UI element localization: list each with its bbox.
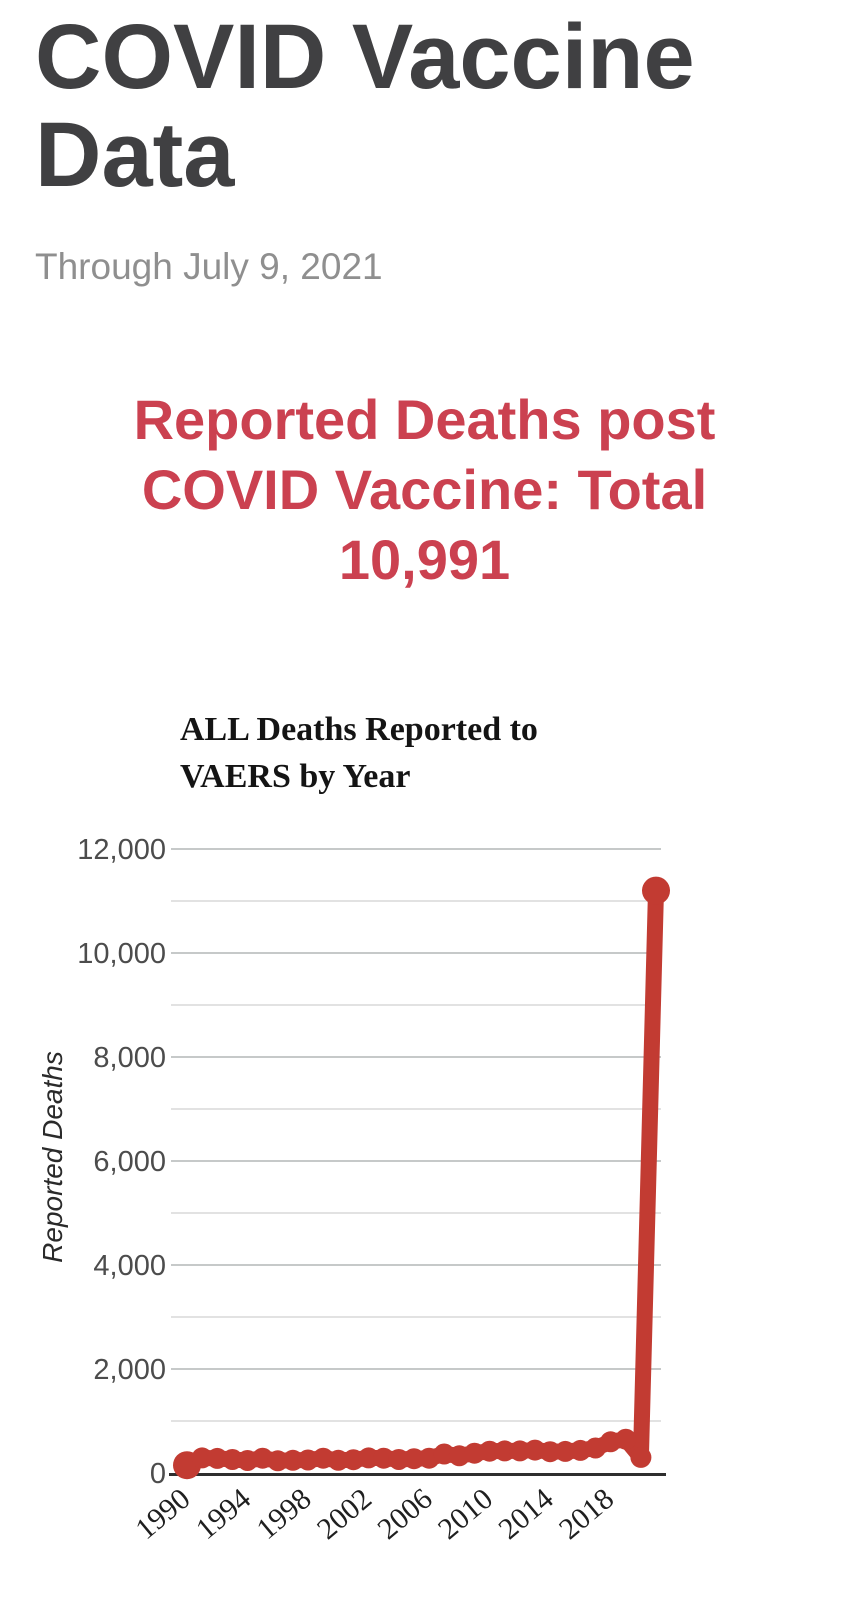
headline-line-1: Reported Deaths post bbox=[133, 388, 716, 451]
headline-total: 10,991 bbox=[338, 528, 511, 591]
y-tick-label: 8,000 bbox=[93, 1042, 166, 1074]
data-line bbox=[187, 891, 656, 1466]
y-tick-label: 0 bbox=[149, 1458, 166, 1490]
y-tick-label: 2,000 bbox=[93, 1354, 166, 1386]
x-tick-label: 2002 bbox=[310, 1482, 379, 1546]
y-tick-label: 4,000 bbox=[93, 1250, 166, 1282]
x-tick-label: 2006 bbox=[371, 1482, 439, 1546]
x-tick-label: 1998 bbox=[250, 1482, 318, 1546]
x-tick-label: 2018 bbox=[552, 1482, 621, 1546]
chart-title-line: ALL Deaths Reported to bbox=[180, 711, 538, 748]
y-tick-label: 6,000 bbox=[93, 1146, 166, 1178]
data-point bbox=[642, 877, 670, 905]
x-tick-label: 1994 bbox=[189, 1482, 258, 1546]
y-axis-title: Reported Deaths bbox=[37, 1051, 68, 1263]
chart-title-line: VAERS by Year bbox=[180, 758, 411, 795]
y-tick-label: 10,000 bbox=[77, 938, 166, 970]
data-point bbox=[615, 1429, 636, 1450]
x-tick-label: 1990 bbox=[129, 1482, 197, 1546]
page-subtitle: Through July 9, 2021 bbox=[35, 246, 383, 287]
x-tick-label: 2010 bbox=[431, 1482, 500, 1546]
page-title: COVID Vaccine Data bbox=[35, 6, 695, 206]
headline-line-2: COVID Vaccine: Total bbox=[141, 458, 708, 521]
x-tick-label: 2014 bbox=[492, 1482, 560, 1546]
data-point bbox=[630, 1447, 651, 1468]
y-tick-label: 12,000 bbox=[77, 834, 166, 866]
